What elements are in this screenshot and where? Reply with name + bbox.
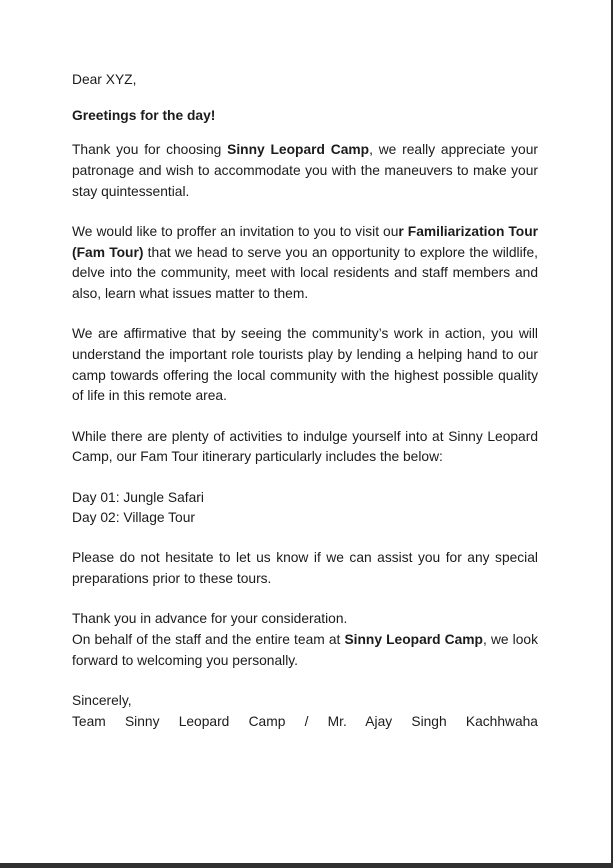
- paragraph-affirmative: We are affirmative that by seeing the community’s work in action, you will understand the important role tourists play by lending a helping hand to our camp towards offering the local community with the highest possible quality of life in this remote area.: [72, 326, 538, 404]
- signoff-line: Sincerely,: [72, 692, 132, 708]
- itinerary-list: [72, 488, 538, 529]
- greeting-line: Greetings for the day!: [72, 107, 216, 123]
- signature-line: Team Sinny Leopard Camp / Mr. Ajay Singh Kachhwaha: [72, 713, 538, 729]
- paragraph-thank-you: [72, 140, 538, 202]
- paragraph-on-behalf-pre: On behalf of the staff and the entire team at: [72, 632, 345, 648]
- letter-body: [72, 70, 538, 752]
- paragraph-hesitate: Please do not hesitate to let us know if we can assist you for any special preparations prior to these tours.: [72, 550, 538, 587]
- thanks-line: Thank you in advance for your consideration.: [72, 611, 348, 627]
- paragraph-on-behalf: [72, 630, 538, 671]
- paragraph-activities: While there are plenty of activities to indulge yourself into at Sinny Leopard Camp, our Fam Tour itinerary particularly includes the below:: [72, 428, 538, 465]
- itinerary-day-2: Day 02: Village Tour: [72, 510, 195, 526]
- paragraph-thank-you-post: , we really appreciate your patronage and wish to accommodate you with the maneuvers to make your stay quintessential.: [72, 142, 538, 199]
- itinerary-day-1: Day 01: Jungle Safari: [72, 489, 204, 505]
- paragraph-invitation-bold: r Familiarization Tour (Fam Tour): [72, 224, 538, 260]
- salutation-line: Dear XYZ,: [72, 72, 137, 87]
- closing-block: [72, 609, 538, 671]
- paragraph-on-behalf-post: , we look forward to welcoming you personally.: [72, 632, 538, 668]
- paragraph-invitation-pre: We would like to proffer an invitation to you to visit ou: [72, 224, 399, 240]
- paragraph-invitation-post: that we head to serve you an opportunity to explore the wildlife, delve into the community, meet with local residents and staff members and also, learn what issues matter to them.: [72, 244, 538, 302]
- paragraph-on-behalf-bold: Sinny Leopard Camp: [344, 632, 483, 648]
- paragraph-thank-you-bold: Sinny Leopard Camp: [227, 142, 370, 158]
- paragraph-thank-you-pre: Thank you for choosing: [72, 142, 228, 158]
- signature-block: [72, 691, 538, 732]
- paragraph-invitation: [72, 222, 538, 305]
